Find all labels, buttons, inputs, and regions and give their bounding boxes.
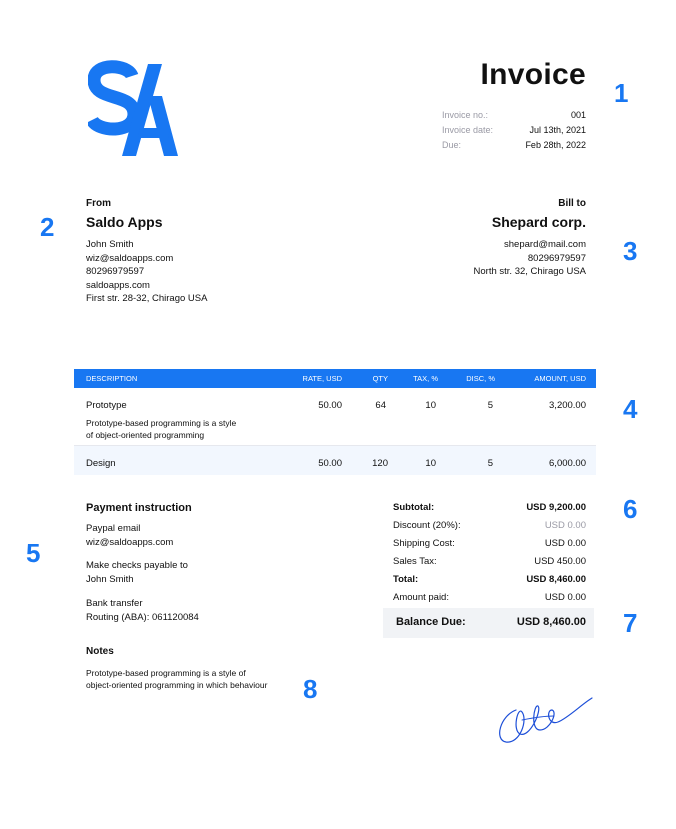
shipping-label: Shipping Cost: xyxy=(393,538,455,549)
from-details xyxy=(86,238,207,306)
notes-line: object-oriented programming in which behaviour xyxy=(86,680,268,690)
items-table-header xyxy=(74,369,596,388)
invoice-due-value: Feb 28th, 2022 xyxy=(525,140,586,150)
from-company: Saldo Apps xyxy=(86,214,163,230)
signature-image xyxy=(492,690,597,750)
subtotal-value: USD 9,200.00 xyxy=(526,502,586,513)
table-row xyxy=(74,400,596,440)
badge-4: 4 xyxy=(623,394,638,424)
invoice-number-label: Invoice no.: xyxy=(442,110,489,120)
row-rate: 50.00 xyxy=(318,458,342,469)
row-note-line: Prototype-based programming is a style xyxy=(86,418,237,428)
total-value: USD 8,460.00 xyxy=(526,574,586,585)
table-row xyxy=(74,446,596,475)
badge-1: 1 xyxy=(614,78,629,108)
subtotal-label: Subtotal: xyxy=(393,502,435,513)
routing-number: Routing (ABA): 061120084 xyxy=(86,611,199,623)
balance-due-label: Balance Due: xyxy=(396,616,466,628)
from-name: John Smith xyxy=(86,239,134,250)
row-amount: 6,000.00 xyxy=(549,458,586,469)
header-rate: RATE, USD xyxy=(302,374,342,383)
sales-tax-value: USD 450.00 xyxy=(534,556,586,567)
invoice-number-value: 001 xyxy=(570,110,586,120)
row-disc: 5 xyxy=(487,458,493,469)
discount-value: USD 0.00 xyxy=(544,520,586,531)
total-label: Total: xyxy=(393,574,419,585)
paypal-email: wiz@saldoapps.com xyxy=(86,536,174,548)
bill-to-label: Bill to xyxy=(558,198,586,209)
sales-tax-label: Sales Tax: xyxy=(393,556,437,567)
paypal-block xyxy=(86,522,173,549)
badge-5: 5 xyxy=(26,538,41,568)
bill-to-address: North str. 32, Chirago USA xyxy=(473,266,586,277)
invoice-date-label: Invoice date: xyxy=(442,125,494,135)
bank-block xyxy=(86,597,199,624)
amount-paid-label: Amount paid: xyxy=(393,592,449,603)
invoice-title: Invoice xyxy=(480,58,586,91)
checks-name: John Smith xyxy=(86,573,134,585)
saldo-apps-logo xyxy=(88,58,180,158)
shipping-value: USD 0.00 xyxy=(544,538,586,549)
from-label: From xyxy=(86,198,111,209)
invoice-number-row xyxy=(442,110,586,120)
header-tax: TAX, % xyxy=(413,374,438,383)
row-description: Prototype xyxy=(86,400,127,411)
badge-8: 8 xyxy=(303,674,318,704)
balance-due-value: USD 8,460.00 xyxy=(516,616,586,628)
header-amount: AMOUNT, USD xyxy=(534,374,586,383)
checks-block xyxy=(86,559,188,586)
row-disc: 5 xyxy=(487,400,493,411)
bill-to-details xyxy=(474,238,586,279)
row-qty: 64 xyxy=(375,400,386,411)
bill-to-email: shepard@mail.com xyxy=(504,239,586,250)
checks-label: Make checks payable to xyxy=(86,560,188,571)
paypal-label: Paypal email xyxy=(86,523,141,534)
balance-due-box xyxy=(383,608,594,638)
row-tax: 10 xyxy=(425,400,436,411)
row-tax: 10 xyxy=(425,458,436,469)
header-disc: DISC, % xyxy=(466,374,495,383)
notes-line: Prototype-based programming is a style of xyxy=(86,668,246,678)
bank-label: Bank transfer xyxy=(86,598,143,609)
notes-title: Notes xyxy=(86,646,114,657)
bill-to-phone: 80296979597 xyxy=(527,252,586,264)
badge-7: 7 xyxy=(623,608,638,638)
invoice-date-value: Jul 13th, 2021 xyxy=(529,125,586,135)
notes-text xyxy=(86,667,267,691)
badge-2: 2 xyxy=(40,212,55,242)
invoice-due-label: Due: xyxy=(442,140,462,150)
header-description: DESCRIPTION xyxy=(86,374,138,383)
invoice-due-row xyxy=(442,140,586,150)
badge-3: 3 xyxy=(623,236,638,266)
row-note-line: of object-oriented programming xyxy=(86,430,205,440)
discount-label: Discount (20%): xyxy=(393,520,461,531)
badge-6: 6 xyxy=(623,494,638,524)
from-email: wiz@saldoapps.com xyxy=(86,252,174,264)
from-phone: 80296979597 xyxy=(86,266,145,277)
row-amount: 3,200.00 xyxy=(549,400,586,411)
header-qty: QTY xyxy=(372,374,388,383)
from-address: First str. 28-32, Chirago USA xyxy=(86,293,208,304)
from-website: saldoapps.com xyxy=(86,279,150,291)
row-rate: 50.00 xyxy=(318,400,342,411)
row-qty: 120 xyxy=(372,458,388,469)
amount-paid-value: USD 0.00 xyxy=(544,592,586,603)
row-description: Design xyxy=(86,458,116,469)
invoice-date-row xyxy=(442,125,586,135)
payment-title: Payment instruction xyxy=(86,502,192,514)
bill-to-company: Shepard corp. xyxy=(491,214,586,230)
row-note xyxy=(86,417,236,441)
